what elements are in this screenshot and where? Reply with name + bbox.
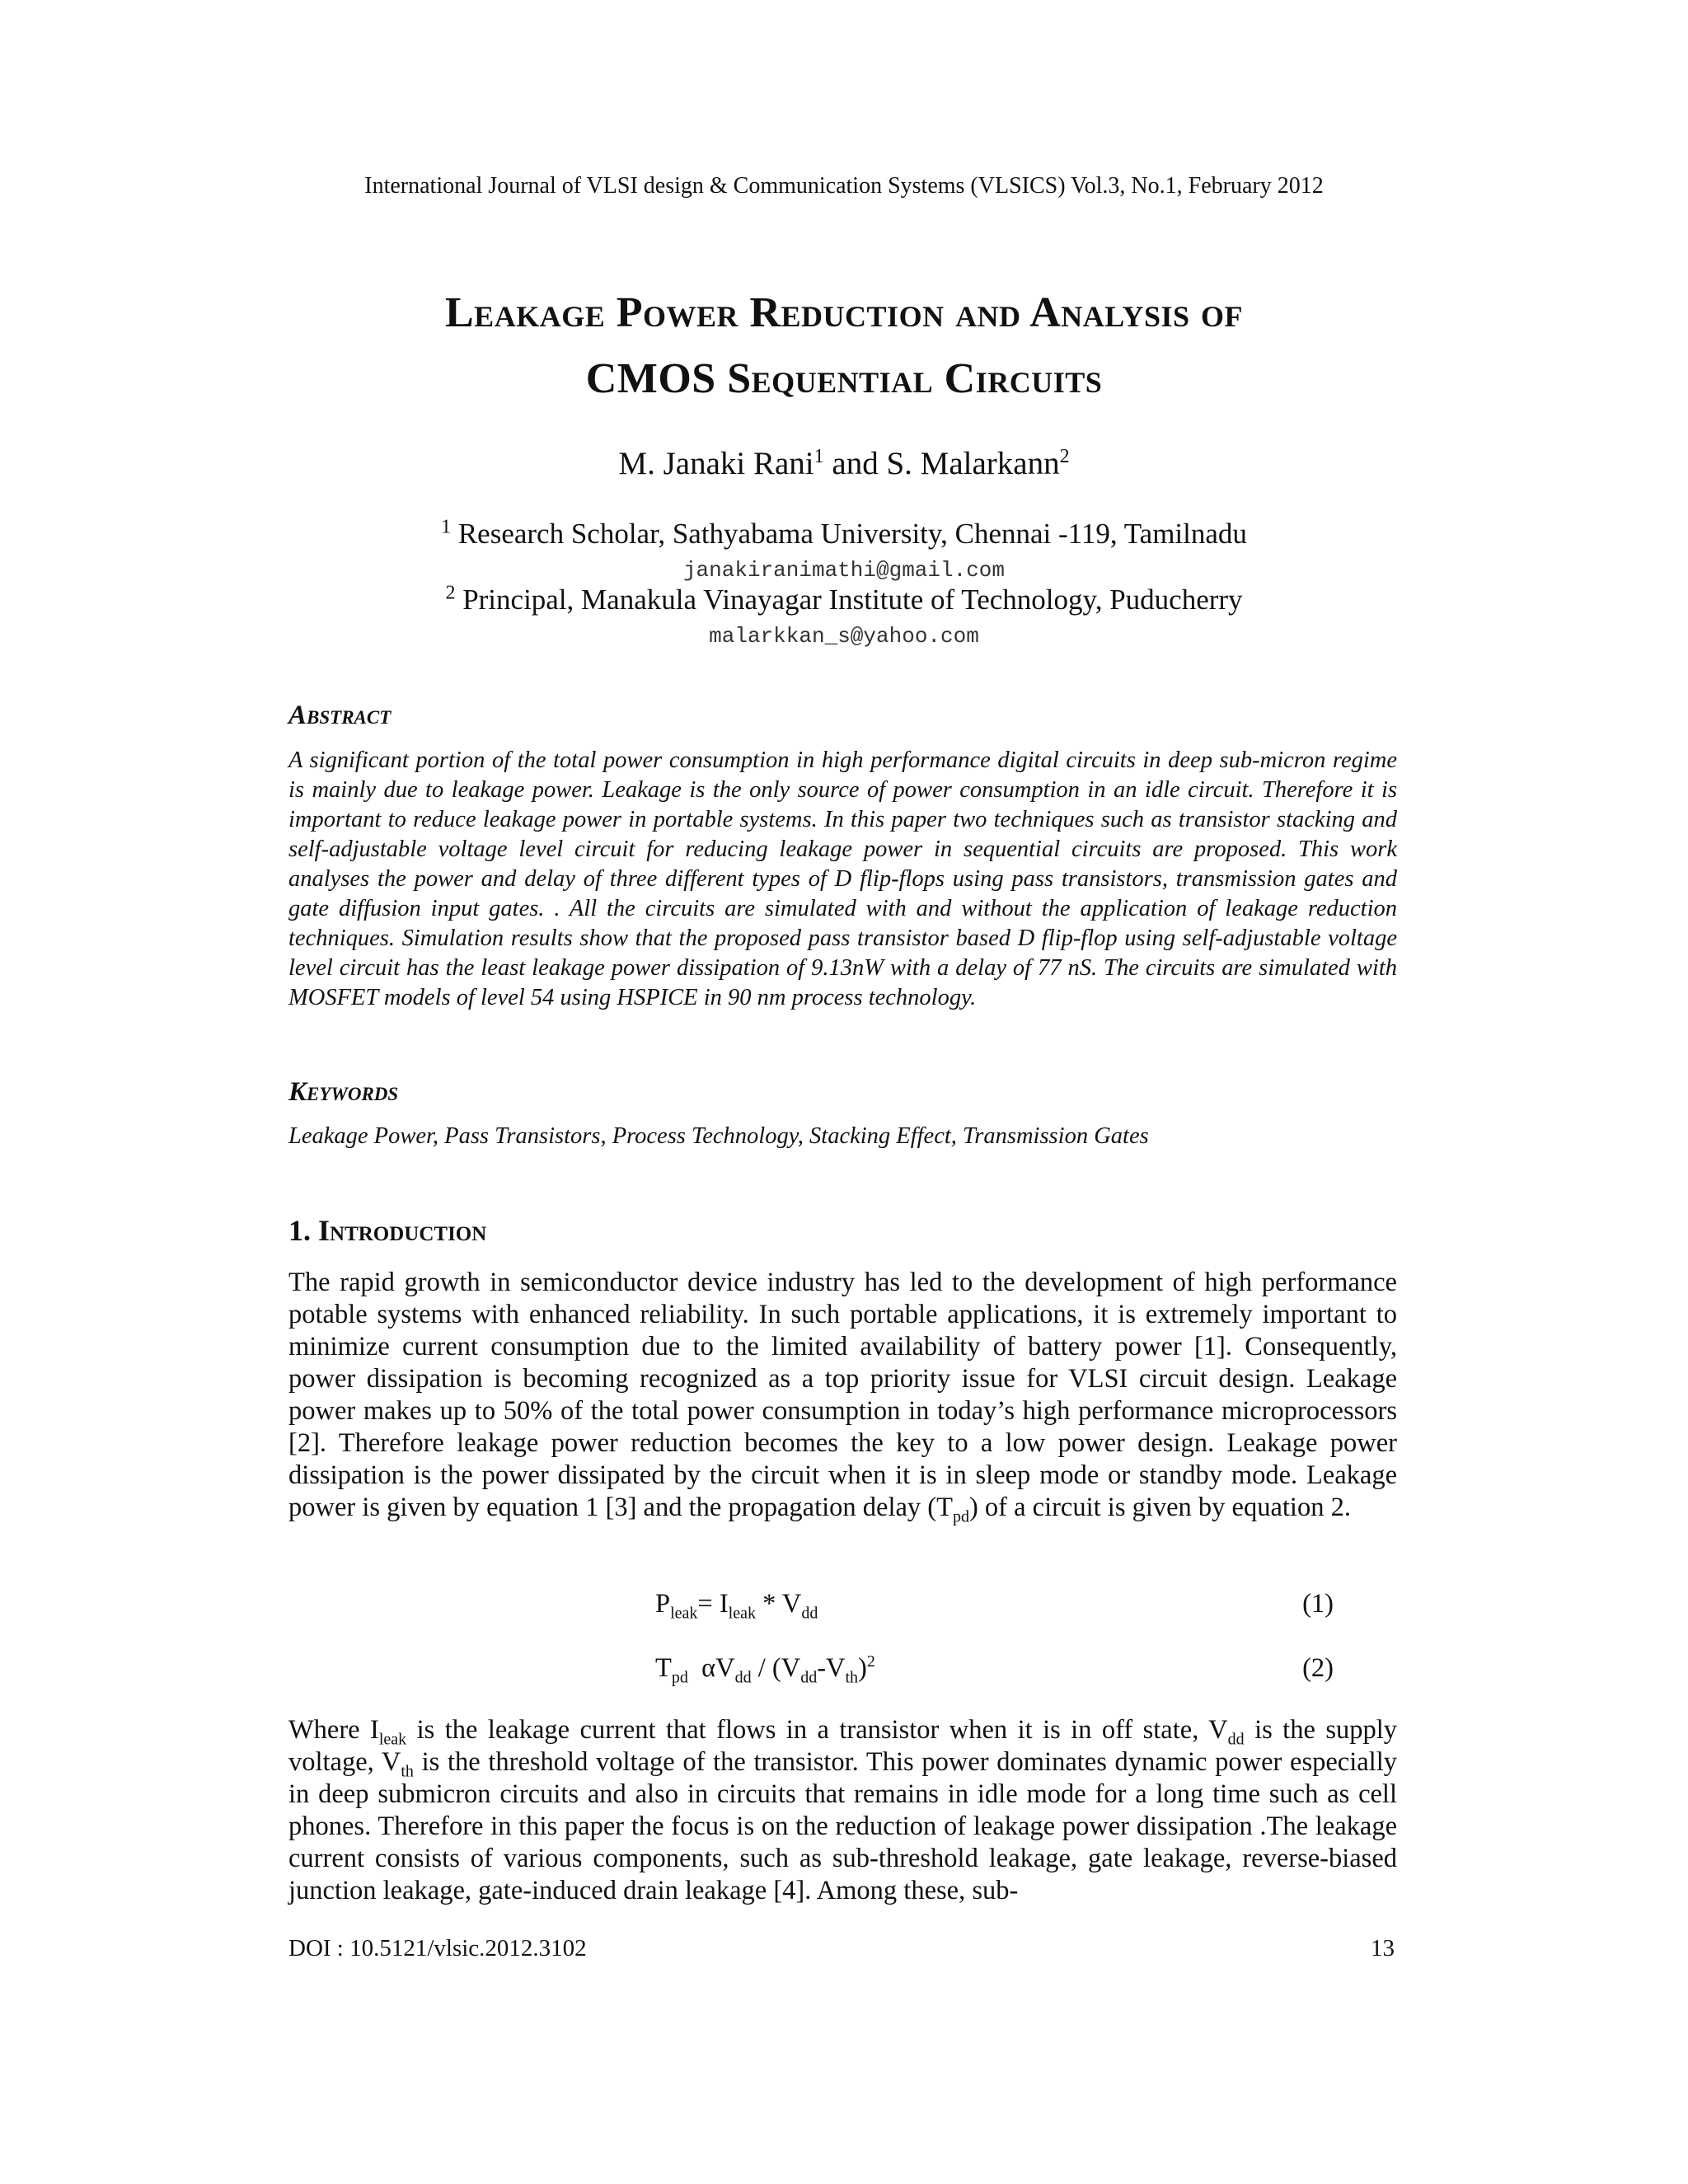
author-joiner: and: [823, 446, 887, 481]
paragraph-text: is the supply voltage, V: [288, 1715, 1397, 1777]
paper-title: [165, 280, 1523, 412]
author-email: janakiranimathi@gmail.com: [682, 558, 1006, 583]
affiliation-marker: 1: [814, 446, 824, 467]
body-paragraph: [288, 1714, 1397, 1907]
author-email: malarkkan_s@yahoo.com: [709, 624, 979, 649]
paragraph-text: Where I: [288, 1715, 379, 1745]
title-line-1: Leakage Power Reduction and Analysis of: [445, 289, 1243, 336]
equation-number: (2): [1302, 1653, 1334, 1683]
paragraph-text: is the threshold voltage of the transistor. This power dominates dynamic power especially in deep submicron circuits and also in circuits that remains in idle mode for a long time such as cell phones. Therefore in this paper the focus is on the reduction of leakage power dissipation .The leakage current consists of various components, such as sub-threshold leakage, gate leakage, reverse-biased junction leakage, gate-induced drain leakage [4]. Among these, sub-: [288, 1747, 1397, 1905]
abstract-heading: Abstract: [288, 701, 392, 730]
doi-footer: DOI : 10.5121/vlsic.2012.3102: [288, 1935, 587, 1961]
paragraph-text: The rapid growth in semiconductor device industry has led to the development of high performance potable systems with enhanced reliability. In such portable applications, it is extremely important to minimize current consumption due to the limited availability of battery power [1]. Consequently, power dissipation is becoming recognized as a top priority issue for VLSI circuit design. Leakage power makes up to 50% of the total power consumption in today’s high performance microprocessors [2]. Therefore leakage power reduction becomes the key to a low power design. Leakage power dissipation is the power dissipated by the circuit when it is in sleep mode or standby mode. Leakage power is given by equation 1 [3] and the propagation delay (T: [288, 1268, 1397, 1522]
author-name: M. Janaki Rani: [618, 446, 814, 481]
equation: $P_{leak}= I_{leak} * V_{dd}$: [655, 1589, 818, 1623]
page-number: 13: [1371, 1935, 1395, 1961]
affiliation-text: Principal, Manakula Vinayagar Institute of Technology, Puducherry: [462, 583, 1243, 616]
title-line-2: CMOS Sequential Circuits: [585, 355, 1103, 402]
affiliation-marker: 2: [445, 582, 456, 604]
section-title: Introduction: [318, 1214, 487, 1247]
author-list: [0, 445, 1688, 482]
section-heading: [288, 1213, 486, 1248]
affiliation: [0, 518, 1688, 551]
affiliation-text: Research Scholar, Sathyabama University, Chennai -119, Tamilnadu: [457, 518, 1247, 550]
body-paragraph: [288, 1267, 1397, 1524]
subscript: th: [401, 1762, 414, 1781]
section-number: 1.: [288, 1214, 318, 1247]
affiliation: [0, 583, 1688, 616]
paragraph-text: is the leakage current that flows in a transistor when it is in off state, V: [406, 1715, 1228, 1745]
subscript: dd: [1227, 1730, 1245, 1749]
subscript: leak: [378, 1730, 407, 1749]
abstract-text: A significant portion of the total power consumption in high performance digital circuits in deep sub-micron regime is mainly due to leakage power. Leakage is the only source of power consumption in an idle circuit. Therefore it is important to reduce leakage power in portable systems. In this paper two techniques such as transistor stacking and self-adjustable voltage level circuit for reducing leakage power in sequential circuits are proposed. This work analyses the power and delay of three different types of D flip-flops using pass transistors, transmission gates and gate diffusion input gates. . All the circuits are simulated with and without the application of leakage reduction techniques. Simulation results show that the proposed pass transistor based D flip-flop using self-adjustable voltage level circuit has the least leakage power dissipation of 9.13nW with a delay of 77 nS. The circuits are simulated with MOSFET models of level 54 using HSPICE in 90 nm process technology.: [288, 748, 1397, 1010]
keywords-heading: Keywords: [288, 1077, 399, 1107]
equation: $T_{pd}$ $\alpha V_{dd} / (V_{dd}-V_{th})^2$: [655, 1652, 875, 1687]
keywords-text: Leakage Power, Pass Transistors, Process Technology, Stacking Effect, Transmission Gates: [288, 1123, 1149, 1149]
affiliation-marker: 1: [441, 516, 452, 538]
author-name: S. Malarkann: [886, 446, 1060, 481]
affiliation-marker: 2: [1059, 446, 1070, 467]
paragraph-text: ) of a circuit is given by equation 2.: [968, 1493, 1351, 1522]
equation-number: (1): [1302, 1589, 1334, 1619]
running-header: International Journal of VLSI design & Communication Systems (VLSICS) Vol.3, No.1, February 2012: [364, 173, 1324, 199]
subscript: pd: [952, 1507, 969, 1526]
